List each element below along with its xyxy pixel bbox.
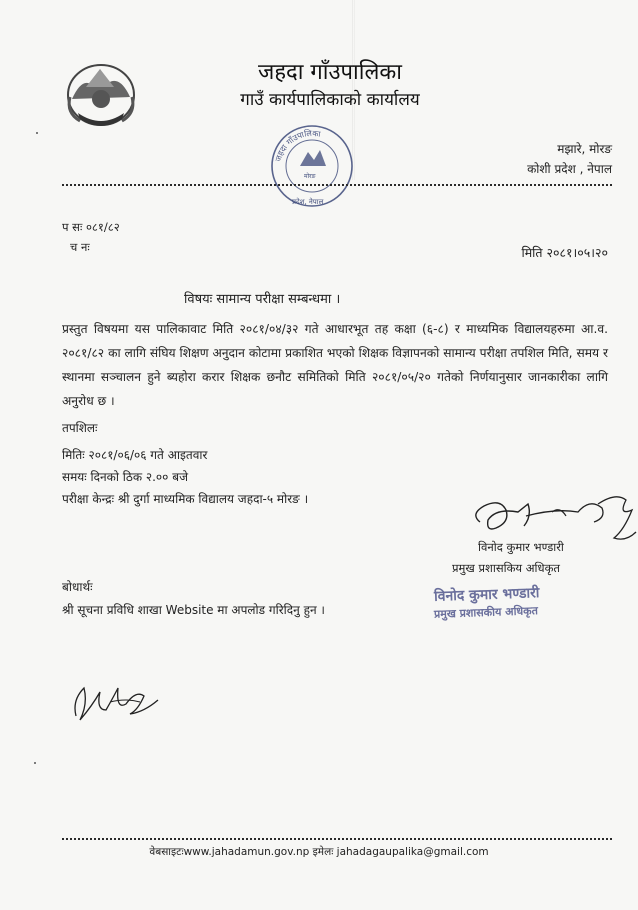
speck xyxy=(34,762,36,764)
website-link[interactable]: www.jahadamun.gov.np xyxy=(183,846,310,858)
exam-date-line: मितिः २०८१/०६/०६ गते आइतवार xyxy=(62,448,208,462)
letter-number: प सः ०८१/८२ xyxy=(62,220,120,234)
seal-name: विनोद कुमार भण्डारी xyxy=(433,585,540,605)
office-subtitle: गाउँ कार्यपालिकाको कार्यालय xyxy=(240,90,420,110)
nepal-emblem-icon xyxy=(62,55,140,129)
body-paragraph: प्रस्तुत विषयमा यस पालिकावाट मिति २०८१/०४/३२ गते आधारभूत तह कक्षा (६-८) र माध्यमिक विद्यालयहरुमा आ.व. २०८१/८२ का लागि संघिय शिक्षण अनुदान कोटामा प्रकाशित भएको शिक्षक विज्ञापनको सामान्य परीक्षा तपशिल मिति, समय र स्थानमा सञ्चालन हुने ब्यहोरा करार शिक्षक छनौट समितिको मिति २०८१/०५/२० गतेको निर्णयानुसार जानकारीका लागि अनुरोध छ । xyxy=(62,322,608,408)
email-label: इमेलः xyxy=(309,846,334,858)
office-title: जहदा गाँउपालिका xyxy=(258,60,402,85)
letter-date: मिति २०८१।०५।२० xyxy=(521,245,608,260)
footer xyxy=(0,845,638,859)
svg-text:जहदा गाँउपालिका xyxy=(274,128,322,163)
cc-line: श्री सूचना प्रविधि शाखा Website मा अपलोड गरिदिनु हुन । xyxy=(62,603,325,617)
dispatch-number: च नः xyxy=(70,240,90,254)
address-line-2: कोशी प्रदेश , नेपाल xyxy=(527,162,612,176)
officer-signature xyxy=(466,486,638,546)
address-line-1: मझारे, मोरङ xyxy=(557,142,612,156)
letterhead xyxy=(200,60,460,112)
footer-divider xyxy=(62,838,612,840)
initial-signature xyxy=(70,676,170,726)
exam-time-line: समयः दिनको ठिक २.०० बजे xyxy=(62,470,188,484)
stamp-inner-text: मोरङ xyxy=(304,173,316,180)
cc-heading: बोधार्थः xyxy=(62,580,93,594)
details-heading: तपशिलः xyxy=(62,421,98,435)
signatory-name: विनोद कुमार भण्डारी xyxy=(478,540,564,554)
speck xyxy=(36,132,38,134)
subject-line: विषयः सामान्य परीक्षा सम्बन्धमा । xyxy=(184,292,341,307)
office-stamp xyxy=(266,118,358,210)
email-link[interactable]: jahadagaupalika@gmail.com xyxy=(336,846,489,858)
seal-post: प्रमुख प्रशासकीय अधिकृत xyxy=(433,604,539,621)
header-divider xyxy=(62,184,612,186)
signatory-post: प्रमुख प्रशासकिय अधिकृत xyxy=(452,561,560,575)
stamp-arc-text: जहदा गाँउपालिका xyxy=(273,128,322,163)
website-label: वेबसाइटः xyxy=(149,846,184,858)
exam-center-line: परीक्षा केन्द्रः श्री दुर्गा माध्यमिक विद्यालय जहदा-५ मोरङ । xyxy=(62,492,309,506)
stamp-bottom-text: प्रदेश, नेपाल xyxy=(292,198,324,206)
